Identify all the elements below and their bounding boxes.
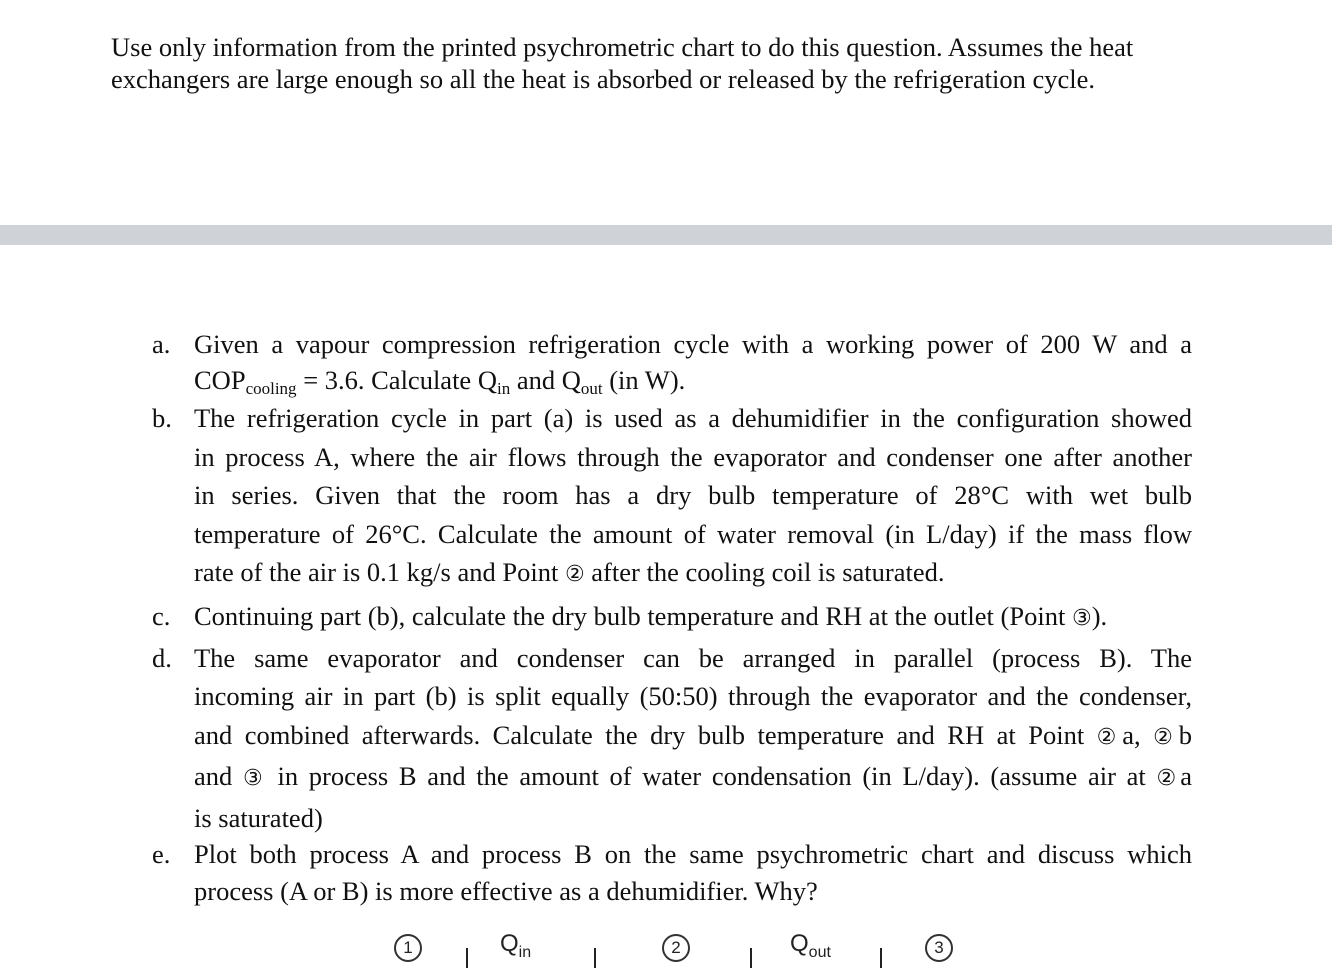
question-e <box>152 836 1192 910</box>
question-marker: d. <box>152 642 172 673</box>
point-3-symbol: ③ <box>1071 605 1092 631</box>
point-2-symbol: ② <box>1096 724 1123 750</box>
question-marker: e. <box>152 839 171 869</box>
question-b-line-2: in process A, where the air flows through the evaporator and condenser one after another <box>194 441 1192 472</box>
question-d-line-4: and ③ in process B and the amount of water condensation (in L/day). (assume air at ②a <box>194 761 1192 791</box>
point-3-symbol: ③ <box>242 766 267 791</box>
question-b-line-4: temperature of 26°C. Calculate the amount of water removal (in L/day) if the mass flow <box>194 518 1192 549</box>
point-2-symbol: ② <box>564 562 585 587</box>
process-diagram <box>0 928 1332 968</box>
question-d-line-1: The same evaporator and condenser can be arranged in parallel (process B). The <box>194 642 1192 673</box>
question-c <box>152 596 1192 639</box>
question-a-line-2: $COP_{cooling} = 3.6$. Calculate $Q_{in}$ and $Q_{out}$ (in W). <box>194 365 686 398</box>
duct-divider <box>594 948 596 968</box>
question-marker: a. <box>152 329 171 359</box>
point-3-node: 3 <box>925 934 953 962</box>
question-b <box>152 399 1192 595</box>
question-b-line-1: The refrigeration cycle in part (a) is used as a dehumidifier in the configuration showed <box>194 403 1192 433</box>
question-a-line-1: Given a vapour compression refrigeration cycle with a working power of 200 W and a <box>194 329 1192 359</box>
question-d-line-3: and combined afterwards. Calculate the dry bulb temperature and RH at Point ②a, ②b <box>194 719 1192 750</box>
point-2-symbol: ② <box>1156 766 1181 791</box>
point-1-node: 1 <box>394 934 422 962</box>
duct-divider <box>750 948 752 968</box>
question-marker: c. <box>152 600 171 631</box>
duct-divider <box>466 948 468 968</box>
question-b-line-5: rate of the air is 0.1 kg/s and Point ② after the cooling coil is saturated. <box>194 557 945 587</box>
instructions-paragraph: Use only information from the printed psychrometric chart to do this question. Assumes the heat exchangers are large enough so all the heat is absorbed or released by the refrigeration cycle. <box>111 32 1134 94</box>
point-2-symbol: ② <box>1153 724 1179 750</box>
question-list <box>152 326 1192 910</box>
question-b-line-3: in series. Given that the room has a dry bulb temperature of 28°C with wet bulb <box>194 480 1192 510</box>
point-2-node: 2 <box>662 934 690 962</box>
question-a <box>152 326 1192 398</box>
q-out-label: $Q_{out}$ <box>790 930 831 961</box>
question-c-line-1: Continuing part (b), calculate the dry bulb temperature and RH at the outlet (Point ③). <box>194 600 1108 631</box>
question-e-line-1: Plot both process A and process B on the same psychrometric chart and discuss which <box>194 839 1192 869</box>
question-marker: b. <box>152 403 172 433</box>
question-e-line-2: process (A or B) is more effective as a dehumidifier. Why? <box>194 876 818 906</box>
duct-divider <box>880 948 882 968</box>
question-d-line-5: is saturated) <box>194 802 323 833</box>
section-divider <box>0 225 1332 245</box>
question-d-line-2: incoming air in part (b) is split equally (50:50) through the evaporator and the condenser, <box>194 681 1192 711</box>
question-d <box>152 639 1192 838</box>
q-in-label: $Q_{in}$ <box>500 930 532 961</box>
